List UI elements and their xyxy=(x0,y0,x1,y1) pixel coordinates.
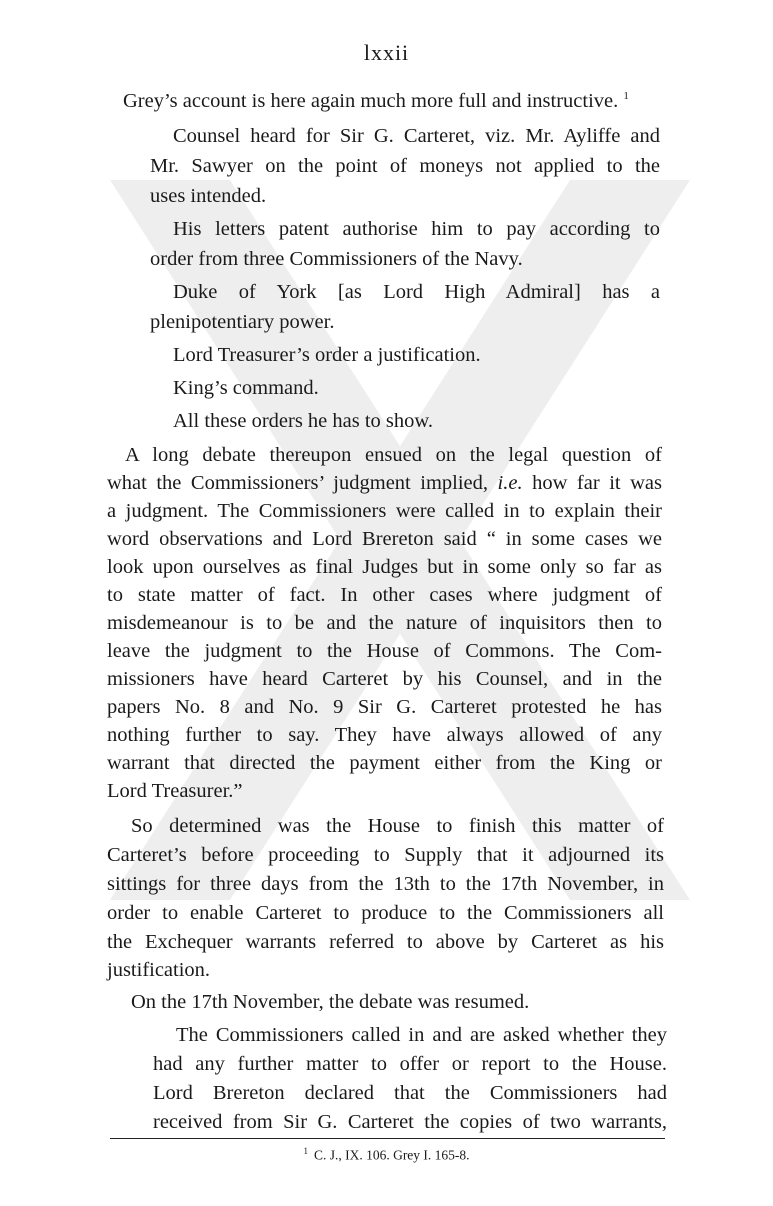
text-line: leave the judgment to the House of Commons. The Com- xyxy=(107,640,662,662)
text-line: the Exchequer warrants referred to above by Carteret as his xyxy=(107,931,664,953)
text-line: Carteret’s before proceeding to Supply that it adjourned its xyxy=(107,844,664,866)
text-line: Grey’s account is here again much more full and instructive. $^1$ xyxy=(123,90,629,112)
text-line: order to enable Carteret to produce to the Commissioners all xyxy=(107,902,664,924)
text-line: The Commissioners called in and are asked whether they xyxy=(176,1024,667,1046)
text-line: Lord Treasurer’s order a justification. xyxy=(173,344,481,366)
text-line: Mr. Sawyer on the point of moneys not applied to the xyxy=(150,155,660,177)
text-line: to state matter of fact. In other cases where judgment of xyxy=(107,584,662,606)
text-line: warrant that directed the payment either from the King or xyxy=(107,752,662,774)
text-line: So determined was the House to finish this matter of xyxy=(131,815,664,837)
text-line: Lord Treasurer.” xyxy=(107,780,243,802)
text-line: nothing further to say. They have always allowed of any xyxy=(107,724,662,746)
footnote-divider xyxy=(110,1138,665,1139)
text-line: Lord Brereton declared that the Commissioners had xyxy=(153,1082,667,1104)
text-line: plenipotentiary power. xyxy=(150,311,335,333)
text-line: Counsel heard for Sir G. Carteret, viz. Mr. Ayliffe and xyxy=(173,125,660,147)
text-line: His letters patent authorise him to pay according to xyxy=(173,218,660,240)
footnote-ref: 1 xyxy=(623,90,629,103)
text-line: order from three Commissioners of the Navy. xyxy=(150,248,523,270)
text-line: what the Commissioners’ judgment implied, i.e. how far it was xyxy=(107,472,662,494)
text-line: received from Sir G. Carteret the copies of two warrants, xyxy=(153,1111,667,1133)
text-line: All these orders he has to show. xyxy=(173,410,433,432)
text-line: misdemeanour is to be and the nature of inquisitors then to xyxy=(107,612,662,634)
text-line: uses intended. xyxy=(150,185,267,207)
text-line: Duke of York [as Lord High Admiral] has a xyxy=(173,281,660,303)
text-line: sittings for three days from the 13th to the 17th November, in xyxy=(107,873,664,895)
text-line: King’s command. xyxy=(173,377,319,399)
text-line: justification. xyxy=(107,959,211,981)
footnote-mark: 1 xyxy=(303,1146,308,1156)
text-line: a judgment. The Commissioners were called in to explain their xyxy=(107,500,662,522)
text-line: On the 17th November, the debate was resumed. xyxy=(131,991,530,1013)
text-line: missioners have heard Carteret by his Counsel, and in the xyxy=(107,668,662,690)
text-line: papers No. 8 and No. 9 Sir G. Carteret protested he has xyxy=(107,696,662,718)
text-line: A long debate thereupon ensued on the legal question of xyxy=(125,444,662,466)
footnote xyxy=(0,1146,773,1164)
text-line: look upon ourselves as final Judges but in some only so far as xyxy=(107,556,662,578)
footnote-text: C. J., IX. 106. Grey I. 165-8. xyxy=(313,1147,470,1163)
text-line: word observations and Lord Brereton said “ in some cases we xyxy=(107,528,662,550)
page-number: lxxii xyxy=(363,40,410,65)
text-line: had any further matter to offer or report to the House. xyxy=(153,1053,667,1075)
